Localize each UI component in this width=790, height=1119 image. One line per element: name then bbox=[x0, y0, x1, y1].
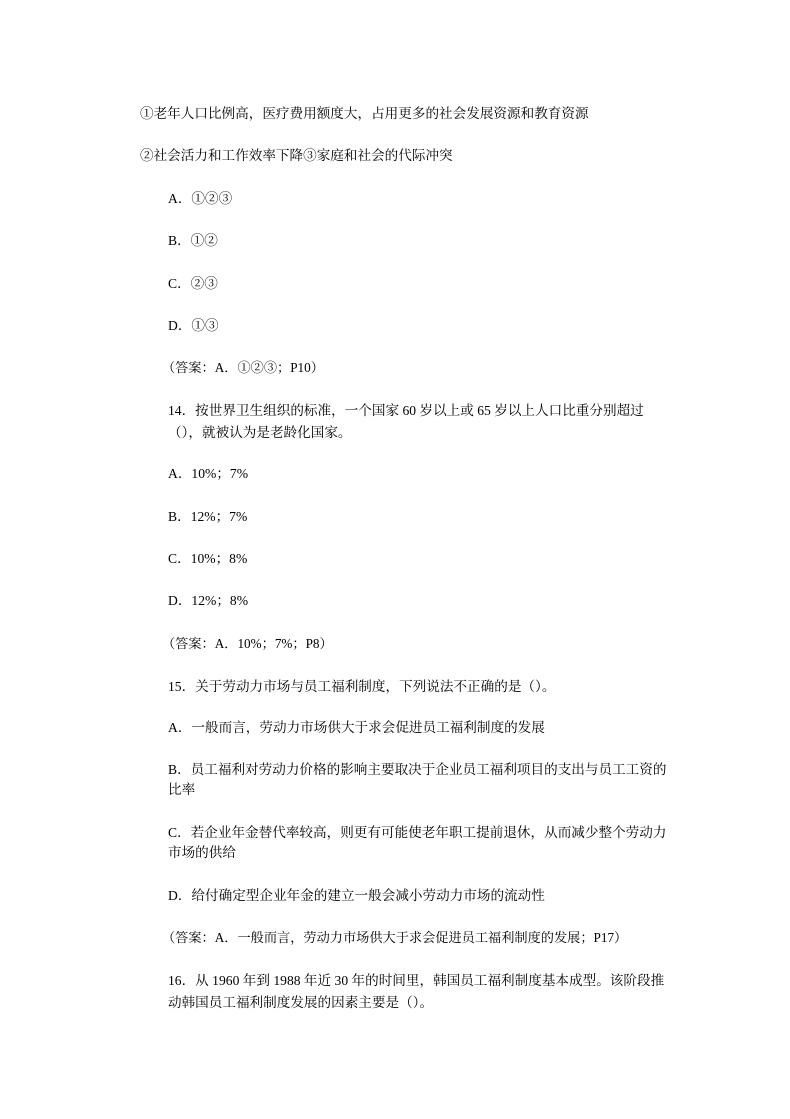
question-16-text: 16．从 1960 年到 1988 年近 30 年的时间里，韩国员工福利制度基本成型。该阶段推动韩国员工福利制度发展的因素主要是（）。 bbox=[168, 972, 665, 1010]
q15-answer: （答案：A．一般而言，劳动力市场供大于求会促进员工福利制度的发展；P17） bbox=[162, 929, 628, 945]
statement-line-1: ①老年人口比例高，医疗费用额度大，占用更多的社会发展资源和教育资源 bbox=[140, 106, 589, 121]
q15-option-a: A．一般而言，劳动力市场供大于求会促进员工福利制度的发展 bbox=[168, 719, 545, 735]
q13-answer: （答案：A．①②③；P10） bbox=[162, 360, 324, 376]
q13-option-b: B．①② bbox=[168, 233, 218, 249]
q15-option-d: D．给付确定型企业年金的建立一般会减小劳动力市场的流动性 bbox=[168, 887, 545, 903]
q14-option-c: C．10%；8% bbox=[168, 550, 248, 566]
q15-option-b: B．员工福利对劳动力价格的影响主要取决于企业员工福利项目的支出与员工工资的比率 bbox=[168, 761, 667, 798]
q13-option-d: D．①③ bbox=[168, 317, 219, 333]
q14-answer: （答案：A．10%；7%；P8） bbox=[162, 635, 333, 651]
q13-option-a: A．①②③ bbox=[168, 190, 233, 206]
q14-option-a: A．10%；7% bbox=[168, 466, 249, 482]
question-15-text: 15．关于劳动力市场与员工福利制度，下列说法不正确的是（）。 bbox=[168, 678, 556, 694]
q14-option-b: B．12%；7% bbox=[168, 508, 248, 524]
q15-option-c: C．若企业年金替代率较高，则更有可能使老年职工提前退休，从而减少整个劳动力市场的供给 bbox=[168, 824, 667, 861]
question-14-text: 14．按世界卫生组织的标准，一个国家 60 岁以上或 65 岁以上人口比重分别超过（），就被认为是老龄化国家。 bbox=[168, 403, 644, 441]
statement-line-2: ②社会活力和工作效率下降③家庭和社会的代际冲突 bbox=[140, 148, 453, 164]
q14-option-d: D．12%；8% bbox=[168, 593, 249, 609]
q13-option-c: C．②③ bbox=[168, 275, 218, 291]
